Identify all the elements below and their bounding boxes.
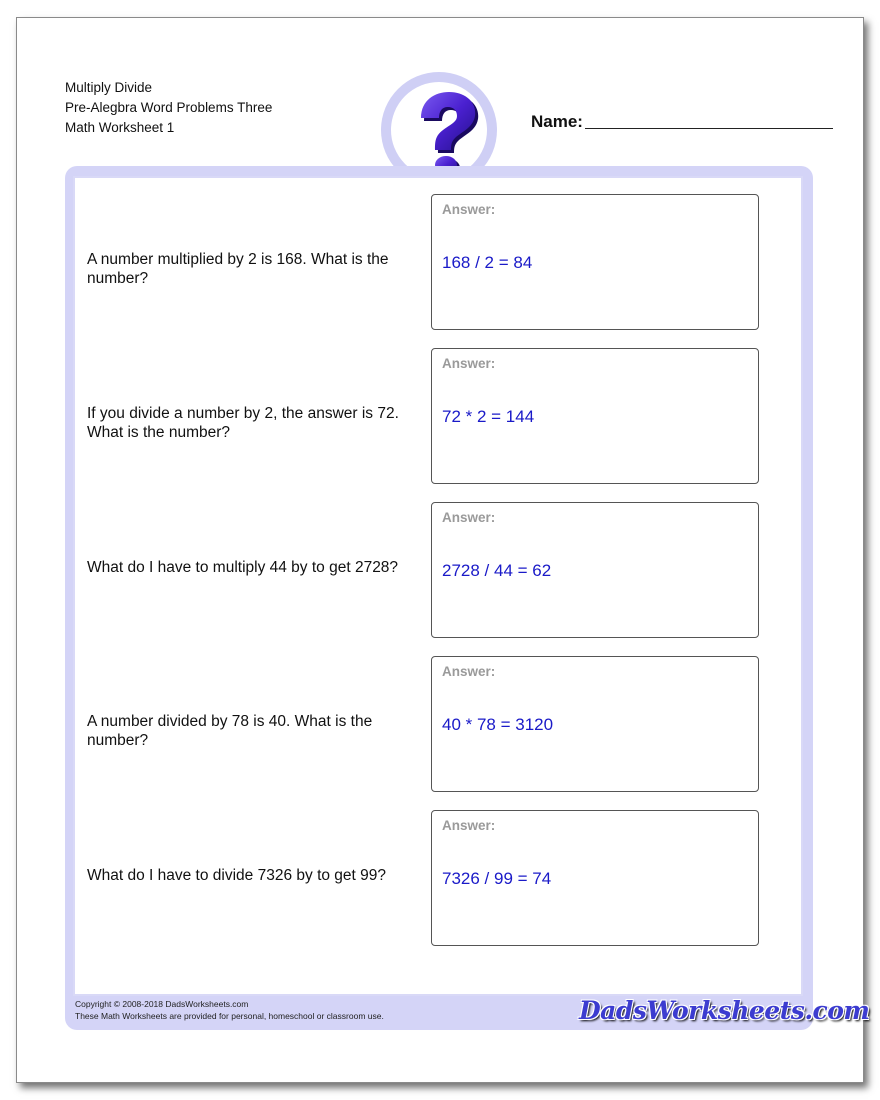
- answer-label: Answer:: [442, 356, 496, 371]
- answer-label: Answer:: [442, 510, 496, 525]
- name-input-line[interactable]: [585, 128, 833, 129]
- worksheet-page: [16, 17, 870, 1083]
- answer-value: 7326 / 99 = 74: [442, 869, 552, 888]
- name-label: Name:: [531, 112, 583, 131]
- answer-box[interactable]: [431, 348, 759, 484]
- title-line-2: Pre-Alegbra Word Problems Three: [65, 100, 273, 115]
- title-line-3: Math Worksheet 1: [65, 120, 175, 135]
- answer-box[interactable]: [431, 194, 759, 330]
- problem-question: A number multiplied by 2 is 168. What is the number?: [87, 251, 389, 287]
- problems-frame: [65, 166, 813, 1030]
- problem-row-3: [75, 502, 801, 656]
- problem-row-1: [75, 194, 801, 348]
- answer-value: 168 / 2 = 84: [442, 253, 533, 272]
- answer-label: Answer:: [442, 818, 496, 833]
- title-line-1: Multiply Divide: [65, 80, 153, 95]
- answer-label: Answer:: [442, 664, 496, 679]
- problem-question: What do I have to divide 7326 by to get 99?: [87, 867, 387, 884]
- answer-value: 40 * 78 = 3120: [442, 715, 554, 734]
- problem-question: What do I have to multiply 44 by to get 2728?: [87, 559, 399, 576]
- answer-box[interactable]: [431, 656, 759, 792]
- footer-text: [75, 998, 384, 1022]
- brand-logo[interactable]: DadsWorksheets.com: [579, 996, 870, 1025]
- problem-row-4: [75, 656, 801, 810]
- answer-label: Answer:: [442, 202, 496, 217]
- answer-box[interactable]: [431, 810, 759, 946]
- copyright-text: Copyright © 2008-2018 DadsWorksheets.com: [75, 999, 249, 1009]
- worksheet-title: [65, 78, 272, 138]
- answer-value: 2728 / 44 = 62: [442, 561, 552, 580]
- question-mark-icon: [395, 82, 483, 178]
- problem-question: If you divide a number by 2, the answer is 72. What is the number?: [87, 405, 399, 441]
- problem-row-5: [75, 810, 801, 964]
- answer-value: 72 * 2 = 144: [442, 407, 535, 426]
- problem-question: A number divided by 78 is 40. What is the number?: [87, 713, 373, 749]
- problem-row-2: [75, 348, 801, 502]
- usage-notice: These Math Worksheets are provided for personal, homeschool or classroom use.: [75, 1011, 384, 1021]
- answer-box[interactable]: [431, 502, 759, 638]
- problems-area: [73, 176, 803, 996]
